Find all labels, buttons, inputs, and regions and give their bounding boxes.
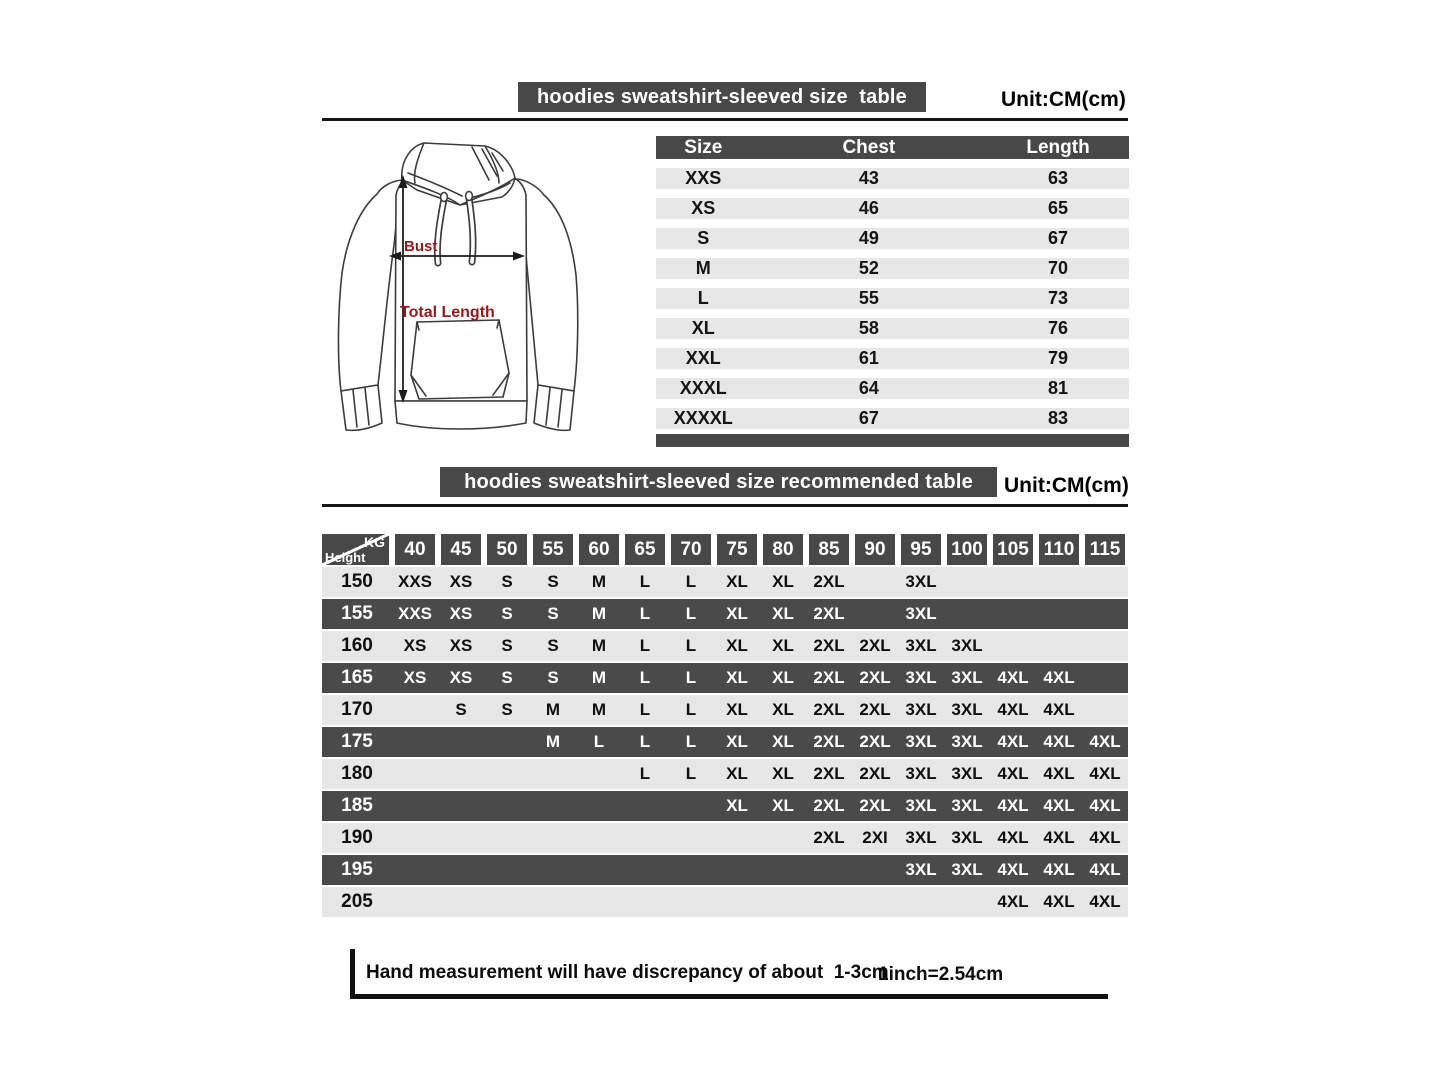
size-value: XS (691, 198, 716, 218)
recommended-size-cell: 2XL (813, 764, 845, 783)
height-label: 150 (341, 571, 373, 592)
matrix-row (322, 599, 1128, 629)
recommended-size-cell: 2XL (813, 668, 845, 687)
length-value: 79 (1048, 348, 1069, 368)
recommended-size-cell: 2XL (813, 732, 845, 751)
size-value: M (695, 258, 711, 278)
recommended-size-cell: 2XL (859, 732, 891, 751)
recommended-size-cell: 4XL (997, 700, 1029, 719)
recommended-size-cell: S (501, 700, 513, 719)
recommended-size-cell: L (685, 700, 697, 719)
recommended-size-cell: XL (772, 636, 794, 655)
recommended-size-cell: XXS (397, 572, 433, 591)
kg-height-corner-cell (322, 534, 389, 565)
chest-value: 55 (858, 288, 879, 308)
weight-header-cell: 80 (763, 534, 803, 565)
recommended-size-cell: 3XL (905, 732, 937, 751)
recommended-size-cell: L (685, 732, 697, 751)
length-value: 81 (1048, 378, 1069, 398)
recommended-size-cell: XS (403, 668, 427, 687)
recommended-size-cell: 3XL (905, 828, 937, 847)
recommended-size-cell: XL (726, 796, 748, 815)
recommended-size-cell: 4XL (1089, 860, 1121, 879)
size-value: XXL (685, 348, 721, 368)
recommended-size-cell: S (547, 572, 559, 591)
length-value: 73 (1048, 288, 1069, 308)
height-label: 170 (341, 699, 373, 720)
length-value: 67 (1048, 228, 1069, 248)
recommended-size-cell: 3XL (951, 636, 983, 655)
recommended-size-cell: 4XL (997, 668, 1029, 687)
footnote-conversion: 1inch=2.54cm (878, 964, 1004, 985)
chest-value: 64 (858, 378, 879, 398)
height-label: 175 (341, 731, 373, 752)
total-length-label: Total Length (400, 304, 495, 321)
recommended-size-cell: 4XL (997, 764, 1029, 783)
recommended-size-cell: 3XL (951, 860, 983, 879)
hoodie-left-sleeve (338, 180, 402, 391)
recommended-size-cell: XL (726, 604, 748, 623)
size-value: XXXL (679, 378, 727, 398)
recommended-table-title-bar (440, 467, 997, 497)
height-label: 180 (341, 763, 373, 784)
size-table-row (656, 378, 1129, 399)
matrix-header-row (322, 534, 1128, 565)
recommended-size-cell: 3XL (951, 700, 983, 719)
recommended-size-matrix (322, 534, 1128, 917)
recommended-size-cell: XS (449, 572, 473, 591)
size-table-row (656, 168, 1129, 189)
length-value: 63 (1048, 168, 1069, 188)
height-label: 155 (341, 603, 373, 624)
recommended-size-cell: L (685, 572, 697, 591)
recommended-table-unit-label: Unit:CM(cm) (1004, 474, 1129, 497)
recommended-size-cell: XL (772, 796, 794, 815)
size-table-title: hoodies sweatshirt-sleeved size table (537, 85, 907, 108)
corner-kg-label: KG (364, 534, 385, 550)
weight-header-cell: 70 (671, 534, 711, 565)
recommended-size-cell: 2XL (813, 604, 845, 623)
weight-header-cell: 65 (625, 534, 665, 565)
recommended-size-cell: XL (726, 764, 748, 783)
divider-rule-middle (322, 504, 1128, 507)
hoodie-measurement-diagram (322, 133, 640, 457)
hoodie-left-cuff (341, 385, 382, 430)
recommended-table-title: hoodies sweatshirt-sleeved size recommended table (464, 470, 973, 493)
weight-header-cell: 110 (1039, 534, 1079, 565)
recommended-size-cell: M (591, 668, 607, 687)
recommended-size-cell: M (545, 700, 561, 719)
height-label: 160 (341, 635, 373, 656)
recommended-size-cell: L (639, 668, 651, 687)
matrix-body (322, 567, 1128, 917)
weight-header-cell: 75 (717, 534, 757, 565)
size-table-row (656, 228, 1129, 249)
recommended-size-cell: 3XL (905, 764, 937, 783)
recommended-size-cell: 2XL (813, 636, 845, 655)
weight-header-cell: 85 (809, 534, 849, 565)
column-length: Length (1026, 136, 1090, 158)
recommended-size-cell: 4XL (1043, 892, 1075, 911)
footnote-vertical-bar (350, 949, 355, 999)
size-table-row (656, 318, 1129, 339)
height-label: 190 (341, 827, 373, 848)
chest-value: 52 (858, 258, 879, 278)
chest-value: 49 (858, 228, 879, 248)
hoodie-hem (395, 401, 527, 429)
recommended-size-cell: 4XL (1043, 732, 1075, 751)
length-value: 70 (1048, 258, 1069, 278)
size-table-title-bar (518, 82, 926, 112)
recommended-size-cell: 4XL (997, 796, 1029, 815)
recommended-size-cell: XS (449, 636, 473, 655)
recommended-size-cell: 4XL (1089, 892, 1121, 911)
recommended-size-cell: 2XL (859, 764, 891, 783)
recommended-size-cell: 4XL (1043, 700, 1075, 719)
size-table-row (656, 258, 1129, 279)
height-label: 195 (341, 859, 373, 880)
recommended-size-cell: S (547, 604, 559, 623)
recommended-size-cell: XS (449, 668, 473, 687)
weight-header-cell: 95 (901, 534, 941, 565)
size-table-unit-label: Unit:CM(cm) (1001, 88, 1126, 111)
divider-rule-top (322, 118, 1128, 121)
recommended-size-cell: 3XL (905, 700, 937, 719)
recommended-size-cell: XL (726, 636, 748, 655)
recommended-size-cell: L (639, 700, 651, 719)
recommended-size-cell: XS (449, 604, 473, 623)
size-table-header (656, 136, 1129, 159)
recommended-size-cell: L (639, 764, 651, 783)
recommended-size-cell: 2XL (813, 796, 845, 815)
height-label: 185 (341, 795, 373, 816)
length-value: 65 (1048, 198, 1069, 218)
recommended-size-cell: 2XL (813, 828, 845, 847)
size-table-body (656, 168, 1129, 429)
recommended-size-cell: L (685, 636, 697, 655)
recommended-size-cell: S (547, 636, 559, 655)
recommended-size-cell: 4XL (1043, 860, 1075, 879)
weight-header-cell: 55 (533, 534, 573, 565)
matrix-row (322, 631, 1128, 661)
recommended-size-cell: XL (772, 700, 794, 719)
recommended-size-cell: L (639, 636, 651, 655)
recommended-size-cell: 3XL (905, 796, 937, 815)
chest-value: 67 (858, 408, 879, 428)
recommended-size-cell: 3XL (951, 828, 983, 847)
recommended-size-cell: S (455, 700, 467, 719)
recommended-size-cell: 3XL (905, 572, 937, 591)
chest-value: 61 (858, 348, 879, 368)
recommended-size-cell: S (501, 604, 513, 623)
recommended-size-cell: S (547, 668, 559, 687)
recommended-size-cell: L (639, 604, 651, 623)
size-table-bottom-bar (656, 434, 1129, 447)
matrix-row (322, 887, 1128, 917)
recommended-size-cell: L (593, 732, 605, 751)
chest-value: 43 (858, 168, 879, 188)
recommended-size-cell: 4XL (1043, 668, 1075, 687)
recommended-size-cell: L (639, 732, 651, 751)
matrix-row (322, 855, 1128, 885)
size-value: XXXXL (673, 408, 733, 428)
recommended-size-cell: 4XL (1043, 796, 1075, 815)
height-label: 165 (341, 667, 373, 688)
size-table-row (656, 198, 1129, 219)
recommended-size-cell: 2XL (859, 636, 891, 655)
recommended-size-cell: XL (726, 732, 748, 751)
recommended-size-cell: L (685, 604, 697, 623)
matrix-row (322, 759, 1128, 789)
hoodie-pocket (411, 320, 509, 399)
recommended-size-cell: XL (772, 572, 794, 591)
weight-header-cell: 60 (579, 534, 619, 565)
size-value: XXS (685, 168, 722, 188)
recommended-size-cell: S (501, 636, 513, 655)
size-table-row (656, 288, 1129, 309)
size-table-row (656, 348, 1129, 369)
recommended-size-cell: 3XL (951, 732, 983, 751)
size-table (656, 136, 1129, 447)
recommended-size-cell: 3XL (905, 604, 937, 623)
recommended-size-cell: XL (772, 732, 794, 751)
size-value: S (697, 228, 710, 248)
recommended-size-cell: M (591, 604, 607, 623)
recommended-size-cell: 2XL (813, 700, 845, 719)
recommended-size-cell: 2XL (859, 796, 891, 815)
recommended-size-cell: XL (726, 668, 748, 687)
recommended-size-cell: M (545, 732, 561, 751)
recommended-size-cell: M (591, 636, 607, 655)
recommended-size-cell: 2XI (862, 828, 888, 847)
footnote-note: Hand measurement will have discrepancy of about 1-3cm (366, 962, 889, 983)
recommended-size-cell: 3XL (951, 764, 983, 783)
recommended-size-cell: S (501, 668, 513, 687)
recommended-size-cell: 4XL (1089, 828, 1121, 847)
weight-header-cell: 100 (947, 534, 987, 565)
matrix-row (322, 663, 1128, 693)
size-table-row (656, 408, 1129, 429)
recommended-size-cell: XL (726, 700, 748, 719)
recommended-size-cell: 3XL (951, 668, 983, 687)
recommended-size-cell: 4XL (1089, 796, 1121, 815)
recommended-size-cell: L (685, 764, 697, 783)
weight-header-cell: 40 (395, 534, 435, 565)
recommended-size-cell: L (639, 572, 651, 591)
recommended-size-cell: 3XL (905, 860, 937, 879)
bust-label: Bust (404, 238, 438, 255)
recommended-size-cell: XL (772, 764, 794, 783)
matrix-row (322, 823, 1128, 853)
recommended-size-cell: XS (403, 636, 427, 655)
weight-header-cell: 45 (441, 534, 481, 565)
recommended-size-cell: 2XL (859, 700, 891, 719)
length-value: 76 (1048, 318, 1069, 338)
chest-value: 46 (858, 198, 879, 218)
matrix-row (322, 567, 1128, 597)
recommended-size-cell: 4XL (997, 828, 1029, 847)
size-value: L (697, 288, 709, 308)
height-label: 205 (341, 891, 373, 912)
recommended-size-cell: L (685, 668, 697, 687)
hoodie-right-cuff (534, 385, 574, 430)
footnote-horizontal-bar (350, 994, 1108, 999)
recommended-size-cell: 3XL (905, 668, 937, 687)
recommended-size-cell: 4XL (997, 892, 1029, 911)
recommended-size-cell: 3XL (905, 636, 937, 655)
weight-header-cell: 115 (1085, 534, 1125, 565)
recommended-size-cell: XL (726, 572, 748, 591)
corner-height-label: Height (325, 550, 366, 565)
column-chest: Chest (842, 136, 896, 158)
recommended-size-cell: 4XL (1043, 764, 1075, 783)
weight-header-cell: 90 (855, 534, 895, 565)
recommended-size-cell: 4XL (1089, 764, 1121, 783)
recommended-size-cell: M (591, 700, 607, 719)
weight-header-cell: 105 (993, 534, 1033, 565)
weight-header-cell: 50 (487, 534, 527, 565)
matrix-row (322, 727, 1128, 757)
recommended-size-cell: M (591, 572, 607, 591)
size-value: XL (691, 318, 715, 338)
chest-value: 58 (858, 318, 879, 338)
matrix-row (322, 791, 1128, 821)
recommended-size-cell: 4XL (1089, 732, 1121, 751)
matrix-row (322, 695, 1128, 725)
recommended-size-cell: 4XL (997, 732, 1029, 751)
recommended-size-cell: XL (772, 604, 794, 623)
recommended-size-cell: 4XL (997, 860, 1029, 879)
recommended-size-cell: 3XL (951, 796, 983, 815)
recommended-size-cell: S (501, 572, 513, 591)
length-value: 83 (1048, 408, 1069, 428)
recommended-size-cell: 4XL (1043, 828, 1075, 847)
recommended-size-cell: XL (772, 668, 794, 687)
recommended-size-cell: 2XL (813, 572, 845, 591)
column-size: Size (684, 136, 723, 158)
recommended-size-cell: 2XL (859, 668, 891, 687)
recommended-size-cell: XXS (397, 604, 433, 623)
